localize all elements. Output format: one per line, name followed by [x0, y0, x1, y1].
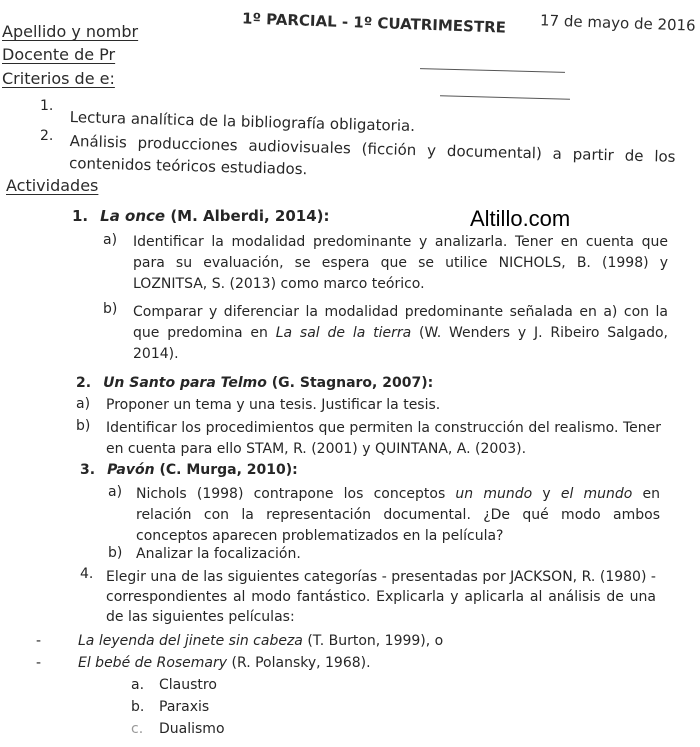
activity-3-heading: [80, 461, 298, 480]
activity-4-text: Elegir una de las siguientes categorías - presentadas por JACKSON, R. (1980) - correspondientes al modo fantástico. Explicarla y aplicarla al análisis de una de las siguientes películas:: [106, 569, 656, 625]
category-c-label: c.: [131, 721, 144, 737]
criterios-label: Criterios de e:: [2, 69, 115, 88]
criterion-2-num: 2.: [40, 128, 54, 144]
activity-3a-text: [136, 484, 660, 547]
activity-3a-post: en relación con la representación documental. ¿De qué modo ambos conceptos aparecen problematizados en la película?: [136, 486, 661, 544]
blank-line-2: [440, 95, 570, 99]
activity-3a-concept-2: el mundo: [560, 486, 633, 502]
watermark-altillo: Altillo.com: [470, 206, 571, 231]
activity-3b-text: Analizar la focalización.: [136, 546, 301, 562]
activity-3-film: Pavón: [107, 462, 155, 478]
activity-2a-text: Proponer un tema y una tesis. Justificar la tesis.: [106, 397, 441, 413]
activity-3a-mid: y: [532, 486, 561, 502]
activity-1-num: 1.: [72, 207, 89, 225]
activity-2-credit: (G. Stagnaro, 2007):: [271, 375, 434, 391]
category-b-label: b.: [131, 699, 145, 715]
film-option-2-dash: -: [36, 655, 42, 671]
activity-1b-text: [133, 302, 668, 365]
category-a: [131, 676, 217, 695]
activity-2b-label: b): [76, 418, 91, 434]
film-option-2-title: El bebé de Rosemary: [78, 655, 228, 671]
activity-3-num: 3.: [80, 462, 96, 478]
activity-2-heading: [76, 374, 433, 393]
category-b: [131, 698, 209, 717]
film-option-1-dash: -: [36, 633, 42, 649]
activity-1a-label: a): [103, 232, 118, 248]
film-option-2: [36, 654, 371, 673]
activities-heading: Actividades: [6, 176, 99, 195]
activity-4-num: 4.: [80, 566, 94, 582]
activity-2b-text: Identificar los procedimientos que permiten la construcción del realismo. Tener en cuenta para ello STAM, R. (2001) y QUINTANA, A. (2003).: [106, 420, 661, 457]
activity-3a-label: a): [108, 484, 123, 500]
activity-3a-concept-1: un mundo: [455, 486, 533, 502]
activity-1-film: La once: [100, 207, 166, 225]
activity-2-film: Un Santo para Telmo: [103, 375, 267, 391]
blank-line-1: [420, 68, 565, 73]
criterion-1-num: 1.: [40, 98, 54, 114]
category-b-text: Paraxis: [159, 699, 210, 715]
activity-1a-text: Identificar la modalidad predominante y analizarla. Tener en cuenta que para su evaluación, se espera que se utilice NICHOLS, B. (1998) y LOZNITSA, S. (2013) como marco teórico.: [133, 234, 668, 292]
activity-3a-pre: Nichols (1998) contrapone los conceptos: [136, 486, 456, 502]
apellido-label: Apellido y nombr: [2, 22, 139, 41]
activity-1-credit: (M. Alberdi, 2014):: [170, 207, 330, 225]
film-option-1-credit: (T. Burton, 1999), o: [302, 633, 444, 649]
film-option-1-title: La leyenda del jinete sin cabeza: [78, 633, 303, 649]
activity-1b-label: b): [103, 301, 118, 317]
activity-3b-label: b): [108, 545, 123, 561]
activity-1b-film: La sal de la tierra: [275, 325, 412, 341]
activity-1b-pre: Comparar y diferenciar la modalidad predominante señalada en a) con la que predomina en: [133, 304, 668, 341]
exam-date: 17 de mayo de 2016: [539, 11, 696, 35]
activity-2a-label: a): [76, 396, 91, 412]
activity-1-heading: [72, 207, 330, 226]
film-option-2-credit: (R. Polansky, 1968).: [227, 655, 371, 671]
activity-2-num: 2.: [76, 375, 92, 391]
category-c: [131, 720, 225, 739]
activity-1b-post: (W. Wenders y J. Ribeiro Salgado, 2014).: [133, 325, 668, 362]
activity-3-credit: (C. Murga, 2010):: [159, 462, 298, 478]
criterion-1-text: Lectura analítica de la bibliografía obligatoria.: [69, 108, 416, 136]
category-a-label: a.: [131, 677, 145, 693]
docente-label: Docente de Pr: [2, 45, 116, 64]
film-option-1: [36, 632, 443, 651]
category-a-text: Claustro: [159, 677, 217, 693]
criterion-2-text: Análisis producciones audiovisuales (ficción y documental) a partir de los contenidos teóricos estudiados.: [68, 131, 676, 179]
exam-title: 1º PARCIAL - 1º CUATRIMESTRE: [241, 9, 507, 37]
category-c-text: Dualismo: [159, 721, 225, 737]
